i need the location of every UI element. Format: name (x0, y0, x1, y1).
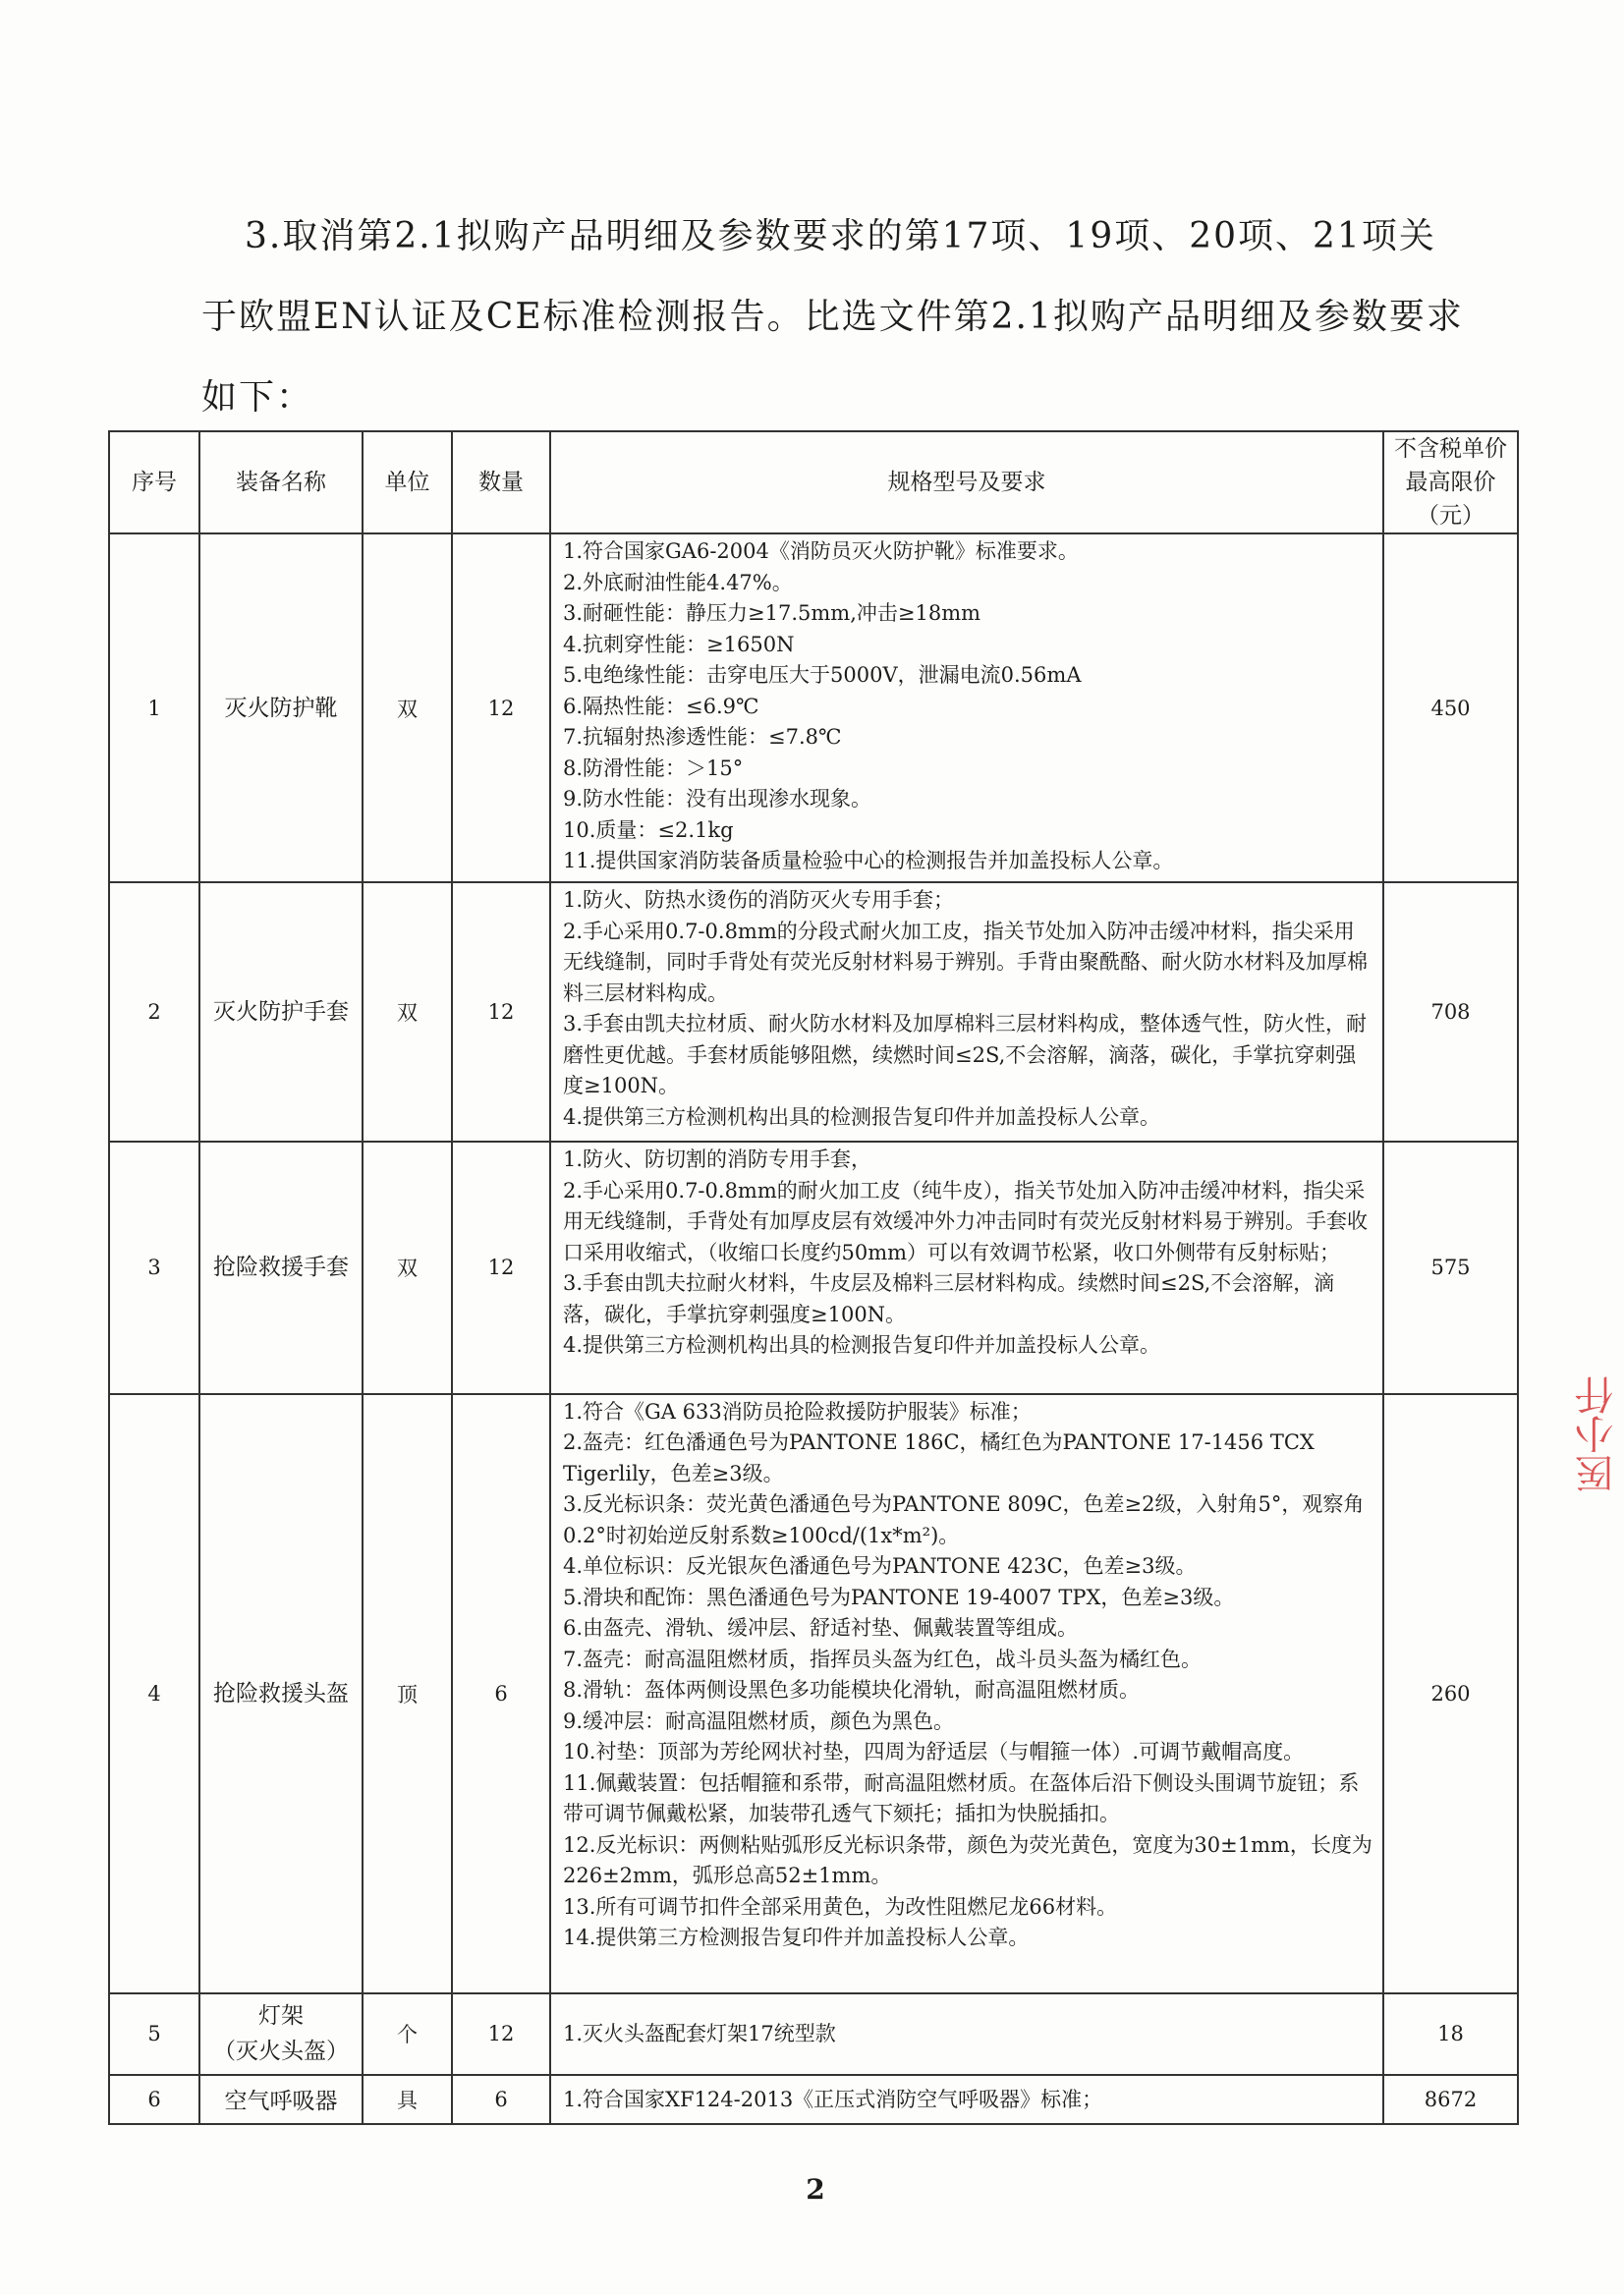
row-unit: 具 (363, 2075, 452, 2124)
spec-line: 14.提供第三方检测报告复印件并加盖投标人公章。 (563, 1926, 1030, 1950)
header-price-line-1: 不含税单价 (1394, 436, 1507, 462)
spec-line: 4.抗刺穿性能：≥1650N (563, 632, 795, 656)
row-seq: 4 (109, 1394, 199, 1993)
row-name: 灭火防护靴 (199, 533, 363, 882)
spec-line: 12.反光标识：两侧粘贴弧形反光标识条带，颜色为荧光黄色，宽度为30±1mm，长度为226±2mm，弧形总高52±1mm。 (563, 1832, 1372, 1888)
row-spec (550, 1142, 1383, 1393)
spec-line: 11.提供国家消防装备质量检验中心的检测报告并加盖投标人公章。 (563, 849, 1174, 872)
spec-line: 3.手套由凯夫拉耐火材料，牛皮层及棉料三层材料构成。续燃时间≤2S,不会溶解，滴落，碳化，手掌抗穿刺强度≥100N。 (563, 1271, 1335, 1326)
table-row (109, 533, 1518, 882)
spec-line: 7.盔壳：耐高温阻燃材质，指挥员头盔为红色，战斗员头盔为橘红色。 (563, 1647, 1203, 1671)
header-qty: 数量 (452, 431, 550, 533)
row-qty: 6 (452, 1394, 550, 1993)
row-qty: 12 (452, 1142, 550, 1393)
row-qty: 12 (452, 1993, 550, 2075)
spec-line: 2.手心采用0.7-0.8mm的耐火加工皮（纯牛皮），指关节处加入防冲击缓冲材料，指尖采用无线缝制，手背处有加厚皮层有效缓冲外力冲击同时有荧光反射材料易于辨别。手套收口采用收缩式，（收缩口长度约50mm）可以有效调节松紧，收口外侧带有反射标贴； (563, 1178, 1368, 1264)
spec-line: 1.符合国家XF124-2013《正压式消防空气呼吸器》标准； (563, 2088, 1103, 2111)
row-price: 260 (1383, 1394, 1518, 1993)
table-row (109, 1142, 1518, 1393)
row-unit: 双 (363, 1142, 452, 1393)
spec-line: 4.单位标识：反光银灰色潘通色号为PANTONE 423C，色差≥3级。 (563, 1554, 1197, 1579)
header-price-line-2: 最高限价 (1405, 470, 1496, 495)
header-price (1383, 431, 1518, 533)
spec-line: 1.符合《GA 633消防员抢险救援防护服装》标准； (563, 1399, 1032, 1424)
row-name: 空气呼吸器 (199, 2075, 363, 2124)
intro-paragraph: 3.取消第2.1拟购产品明细及参数要求的第17项、19项、20项、21项关于欧盟EN认证及CE标准检测报告。比选文件第2.1拟购产品明细及参数要求如下： (201, 216, 1464, 418)
page-number: 2 (806, 2173, 825, 2206)
equipment-table (108, 430, 1519, 2125)
row-seq: 2 (109, 882, 199, 1142)
row-price: 450 (1383, 533, 1518, 882)
spec-line: 9.防水性能：没有出现渗水现象。 (563, 787, 872, 811)
spec-line: 1.灭火头盔配套灯架17统型款 (563, 2022, 836, 2046)
table-row (109, 1394, 1518, 1993)
spec-line: 3.反光标识条：荧光黄色潘通色号为PANTONE 809C，色差≥2级，入射角5°，观察角0.2°时初始逆反射系数≥100cd/(1x*m²)。 (563, 1492, 1365, 1547)
spec-line: 5.电绝缘性能：击穿电压大于5000V，泄漏电流0.56mA (563, 663, 1082, 687)
spec-line: 6.由盔壳、滑轨、缓冲层、舒适衬垫、佩戴装置等组成。 (563, 1616, 1079, 1641)
header-seq: 序号 (109, 431, 199, 533)
spec-line: 7.抗辐射热渗透性能：≤7.8℃ (563, 725, 842, 749)
spec-line: 1.防火、防切割的消防专用手套， (563, 1148, 872, 1172)
row-unit: 双 (363, 882, 452, 1142)
header-name: 装备名称 (199, 431, 363, 533)
stamp-text: 医小仟 (1574, 1375, 1620, 1493)
row-seq: 3 (109, 1142, 199, 1393)
spec-line: 4.提供第三方检测机构出具的检测报告复印件并加盖投标人公章。 (563, 1333, 1161, 1358)
row-spec (550, 2075, 1383, 2124)
row-price: 575 (1383, 1142, 1518, 1393)
row-name (199, 1993, 363, 2075)
row-price: 18 (1383, 1993, 1518, 2075)
row-name-line-1: 灯架 (258, 2003, 304, 2030)
row-spec (550, 1993, 1383, 2075)
table-row (109, 2075, 1518, 2124)
header-unit: 单位 (363, 431, 452, 533)
spec-line: 6.隔热性能：≤6.9℃ (563, 694, 759, 718)
spec-line: 1.防火、防热水烫伤的消防灭火专用手套； (563, 888, 955, 913)
row-name: 抢险救援头盔 (199, 1394, 363, 1993)
row-seq: 6 (109, 2075, 199, 2124)
row-spec (550, 1394, 1383, 1993)
header-spec: 规格型号及要求 (550, 431, 1383, 533)
spec-line: 11.佩戴装置：包括帽箍和系带，耐高温阻燃材质。在盔体后沿下侧设头围调节旋钮；系带可调节佩戴松紧，加装带孔透气下颏托；插扣为快脱插扣。 (563, 1770, 1360, 1826)
row-price: 8672 (1383, 2075, 1518, 2124)
row-qty: 12 (452, 533, 550, 882)
table-header-row (109, 431, 1518, 533)
header-price-line-3: （元） (1417, 503, 1484, 529)
row-qty: 12 (452, 882, 550, 1142)
spec-line: 8.防滑性能：＞15° (563, 756, 744, 780)
spec-line: 2.外底耐油性能4.47%。 (563, 570, 793, 594)
row-seq: 1 (109, 533, 199, 882)
row-seq: 5 (109, 1993, 199, 2075)
spec-line: 2.盔壳：红色潘通色号为PANTONE 186C，橘红色为PANTONE 17-1456 TCX Tigerlily，色差≥3级。 (563, 1430, 1315, 1485)
row-name: 灭火防护手套 (199, 882, 363, 1142)
row-spec (550, 882, 1383, 1142)
spec-line: 3.手套由凯夫拉材质、耐火防水材料及加厚棉料三层材料构成，整体透气性，防火性，耐磨性更优越。手套材质能够阻燃，续燃时间≤2S,不会溶解，滴落，碳化，手掌抗穿刺强度≥100N。 (563, 1012, 1368, 1098)
row-unit: 双 (363, 533, 452, 882)
spec-line: 4.提供第三方检测机构出具的检测报告复印件并加盖投标人公章。 (563, 1104, 1161, 1129)
table-row (109, 1993, 1518, 2075)
spec-line: 5.滑块和配饰：黑色潘通色号为PANTONE 19-4007 TPX，色差≥3级。 (563, 1585, 1235, 1609)
row-name-line-2: （灭火头盔） (213, 2039, 349, 2065)
spec-line: 9.缓冲层：耐高温阻燃材质，颜色为黑色。 (563, 1708, 955, 1733)
table-row (109, 882, 1518, 1142)
spec-line: 10.衬垫：顶部为芳纶网状衬垫，四周为舒适层（与帽箍一体）.可调节戴帽高度。 (563, 1740, 1305, 1764)
row-spec (550, 533, 1383, 882)
spec-line: 8.滑轨：盔体两侧设黑色多功能模块化滑轨，耐高温阻燃材质。 (563, 1678, 1141, 1703)
row-unit: 个 (363, 1993, 452, 2075)
row-price: 708 (1383, 882, 1518, 1142)
spec-line: 10.质量：≤2.1kg (563, 817, 734, 842)
row-unit: 顶 (363, 1394, 452, 1993)
row-name: 抢险救援手套 (199, 1142, 363, 1393)
spec-line: 2.手心采用0.7-0.8mm的分段式耐火加工皮，指关节处加入防冲击缓冲材料，指尖采用无线缝制，同时手背处有荧光反射材料易于辨别。手背由聚酰酪、耐火防水材料及加厚棉料三层材料构成。 (563, 919, 1368, 1005)
row-qty: 6 (452, 2075, 550, 2124)
spec-line: 3.耐砸性能：静压力≥17.5mm,冲击≥18mm (563, 601, 981, 625)
spec-line: 1.符合国家GA6-2004《消防员灭火防护靴》标准要求。 (563, 539, 1079, 563)
red-stamp-mark (1570, 1375, 1624, 1651)
spec-line: 13.所有可调节扣件全部采用黄色，为改性阻燃尼龙66材料。 (563, 1894, 1118, 1919)
